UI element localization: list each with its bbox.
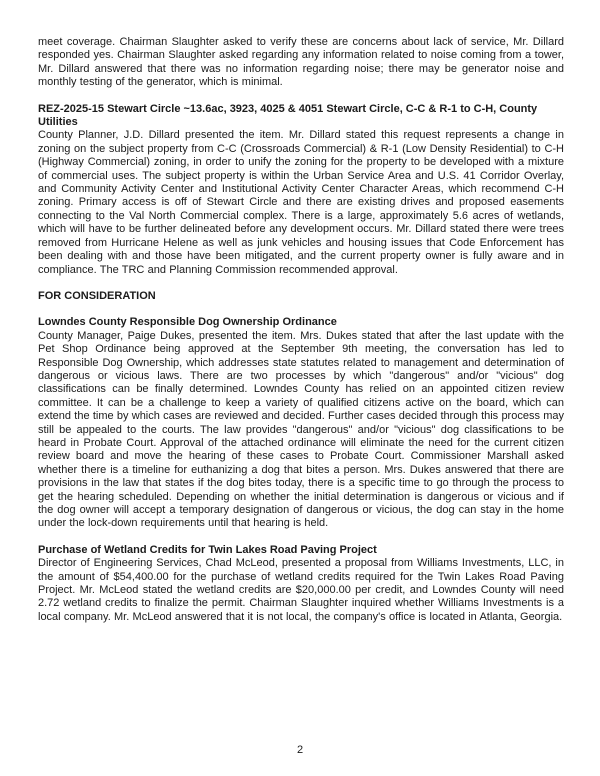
section-body-rez-2025-15: County Planner, J.D. Dillard presented the item. Mr. Dillard stated this request represents a change in zoning on the subject property from C-C (Crossroads Commercial) & R-1 (Low Density Residential) to C-H (Highway Commercial) zoning, in order to unify the zoning for the property to be developed with a mixture of commercial uses. The subject property is within the Urban Service Area and U.S. 41 Corridor Overlay, and Community Activity Center and Institutional Activity Center Character Areas, which recommend C-H zoning. Primary access is off of Stewart Circle and there are existing drives and proposed easements connecting to the Val North Commercial complex. There is a large, approximately 5.6 acres of wetlands, which will have to be further delineated before any development occurs. Mr. Dillard stated there were trees removed from Hurricane Helene as well as junk vehicles and housing issues that Code Enforcement has been dealing with and those have been mitigated, and the current property owner is fully aware and in compliance. The TRC and Planning Commission recommended approval. (38, 129, 564, 276)
section-heading-wetland-credits: Purchase of Wetland Credits for Twin Lakes Road Paving Project (38, 543, 377, 556)
section-heading-rez-2025-15: REZ-2025-15 Stewart Circle ~13.6ac, 3923, 4025 & 4051 Stewart Circle, C-C & R-1 to C-H, County Utilities (38, 102, 538, 129)
section-body-dog-ordinance: County Manager, Paige Dukes, presented the item. Mrs. Dukes stated that after the last update with the Pet Shop Ordinance being approved at the September 9th meeting, the conversation has led to Responsible Dog Ownership, which addresses state statutes related to management and determination of dangerous or vicious laws. There are two processes by which "dangerous" and/or "vicious" dog classifications can be finally determined. Lowndes County has relied on an appointed citizen review committee. It can be a challenge to keep a variety of qualified citizens active on the board, which can extend the time by which cases are reviewed and decided. Further cases decided through this process may still be appealed to the courts. The law provides "dangerous" and/or "vicious" dog classifications to be heard in Probate Court. Approval of the attached ordinance will eliminate the need for the current citizen review board and move the hearing of these cases to Probate Court. Commissioner Marshall asked whether there is a timeline for euthanizing a dog that bites a person. Mrs. Dukes answered that there are provisions in the law that states if the dog bites today, there is a specific time to go through the process to get the hearing scheduled. Depending on whether the initial determination is dangerous or vicious and if the dog owner will accept a temporary designation of dangerous or vicious, the dog can stay in the home under the lock-down requirements until that hearing is held. (38, 329, 564, 530)
section-body-wetland-credits: Director of Engineering Services, Chad McLeod, presented a proposal from Williams Investments, LLC, in the amount of $54,400.00 for the purchase of wetland credits required for the Twin Lakes Road Paving Project. Mr. McLeod stated the wetland credits are $20,000.00 per credit, and Lowndes County will need 2.72 wetland credits to finalize the permit. Chairman Slaughter inquired whether Williams Investments is a local company. Mr. McLeod answered that it is not local, the company's office is located in Atlanta, Georgia. (38, 557, 564, 623)
page-number: 2 (296, 744, 304, 756)
section-heading-for-consideration: FOR CONSIDERATION (38, 289, 156, 302)
section-heading-dog-ordinance: Lowndes County Responsible Dog Ownership Ordinance (38, 316, 337, 329)
continuation-paragraph: meet coverage. Chairman Slaughter asked to verify these are concerns about lack of service, Mr. Dillard responded yes. Chairman Slaughter asked regarding any information related to noise coming from a tower, Mr. Dillard answered that there was no information regarding noise; there may be generator noise and monthly testing of the generator, which is minimal. (38, 36, 564, 89)
